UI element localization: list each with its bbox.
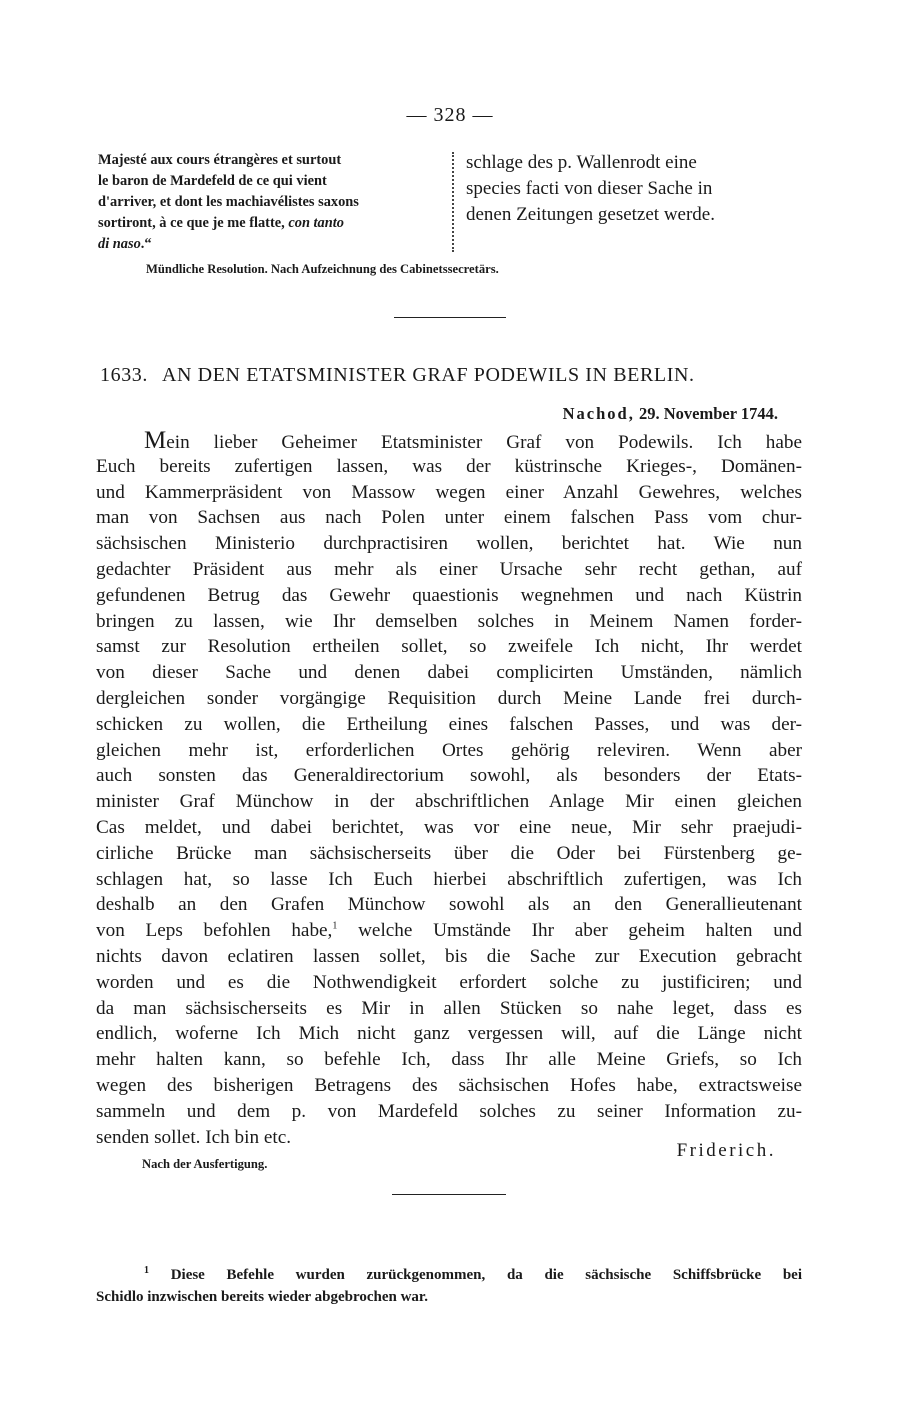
letter-heading bbox=[100, 364, 804, 387]
right-column-line: schlage des p. Wallenrodt eine bbox=[466, 152, 697, 173]
body-line: gedachter Präsident aus mehr als einer Ursache sehr recht gethan, auf bbox=[96, 558, 802, 580]
left-column-line: le baron de Mardefeld de ce qui vient bbox=[98, 173, 327, 189]
section-divider bbox=[394, 317, 506, 318]
body-line: cirliche Brücke man sächsischerseits über die Oder bei Fürstenberg ge- bbox=[96, 842, 802, 864]
left-column-line: di naso.“ bbox=[98, 236, 152, 252]
letter-place: Nachod, bbox=[562, 404, 635, 423]
body-line: senden sollet. Ich bin etc. bbox=[96, 1126, 292, 1148]
section-divider bbox=[392, 1194, 506, 1195]
body-line: von dieser Sache und denen dabei complicirten Umständen, nämlich bbox=[96, 662, 802, 684]
body-line: man von Sachsen aus nach Polen unter einem falschen Pass vom chur- bbox=[96, 507, 802, 529]
footnote bbox=[96, 1264, 802, 1308]
drop-initial: M bbox=[144, 427, 167, 454]
body-line: und Kammerpräsident von Massow wegen einer Anzahl Gewehres, welches bbox=[96, 481, 802, 503]
body-line: schlagen hat, so lasse Ich Euch hierbei abschriftlich zufertigen, was Ich bbox=[96, 868, 802, 890]
left-column-line: d'arriver, et dont les machiavélistes saxons bbox=[98, 194, 359, 210]
italic-phrase: con tanto bbox=[288, 215, 344, 231]
body-line: sammeln und dem p. von Mardefeld solches zu seiner Information zu- bbox=[96, 1100, 802, 1122]
letter-date: 29. November 1744. bbox=[638, 404, 778, 423]
italic-phrase: di naso bbox=[98, 236, 141, 252]
right-column-line: species facti von dieser Sache in bbox=[466, 178, 713, 199]
left-column-line: Majesté aux cours étrangères et surtout bbox=[98, 152, 342, 168]
body-line: worden und es die Nothwendigkeit erfordert solche zu justificiren; und bbox=[96, 971, 802, 993]
body-line: sächsischen Ministerio durchpractisiren wollen, berichtet hat. Wie nun bbox=[96, 533, 802, 555]
body-line: endlich, woferne Ich Mich nicht ganz vergessen will, auf die Länge nicht bbox=[96, 1023, 802, 1045]
letter-body bbox=[96, 428, 802, 1150]
body-line: mehr halten kann, so befehle Ich, dass Ihr alle Meine Griefs, so Ich bbox=[96, 1049, 802, 1071]
body-line: nichts davon eclatiren lassen sollet, bis die Sache zur Execution gebracht bbox=[96, 945, 802, 967]
right-column-line: denen Zeitungen gesetzet werde. bbox=[466, 204, 715, 225]
left-column-line: sortiront, à ce que je me flatte, con tanto bbox=[98, 215, 344, 231]
body-line: Mein lieber Geheimer Etatsminister Graf von Podewils. Ich habe bbox=[144, 427, 802, 454]
column-divider bbox=[452, 152, 454, 252]
body-line: minister Graf Münchow in der abschriftlichen Anlage Mir einen gleichen bbox=[96, 791, 802, 813]
body-line: deshalb an den Grafen Münchow sowohl als an den Generallieutenant bbox=[96, 894, 802, 916]
left-column-french bbox=[98, 150, 438, 255]
body-line: da man sächsischerseits es Mir in allen Stücken so nahe leget, dass es bbox=[96, 997, 802, 1019]
letter-number: 1633. bbox=[100, 364, 148, 386]
letter-title: AN DEN ETATSMINISTER GRAF PODEWILS IN BERLIN. bbox=[162, 364, 695, 386]
source-note: Nach der Ausfertigung. bbox=[142, 1157, 268, 1171]
footnote-line: Schidlo inzwischen bereits wieder abgebrochen war. bbox=[96, 1289, 428, 1305]
letter-dateline bbox=[563, 404, 778, 424]
body-line: von Leps befohlen habe,$^1$ welche Umstände Ihr aber geheim halten und bbox=[96, 920, 802, 942]
right-column-german bbox=[466, 150, 804, 228]
body-line: gefundenen Betrug das Gewehr quaestionis wegnehmen und nach Küstrin bbox=[96, 584, 802, 606]
body-line: Cas meldet, und dabei berichtet, was vor eine neue, Mir sehr praejudi- bbox=[96, 816, 802, 838]
body-line: auch sonsten das Generaldirectorium sowohl, als besonders der Etats- bbox=[96, 765, 802, 787]
body-line: samst zur Resolution ertheilen sollet, so zweifele Ich nicht, Ihr werdet bbox=[96, 636, 802, 658]
page-number: — 328 — bbox=[406, 104, 494, 126]
resolution-note: Mündliche Resolution. Nach Aufzeichnung des Cabinetssecretärs. bbox=[146, 262, 499, 276]
body-line: schicken zu wollen, die Ertheilung eines falschen Passes, und was der- bbox=[96, 713, 802, 735]
body-line: gleichen mehr ist, erforderlichen Ortes gehörig releviren. Wenn aber bbox=[96, 739, 802, 761]
body-line: bringen zu lassen, wie Ihr demselben solches in Meinem Namen forder- bbox=[96, 610, 802, 632]
footnote-line: $^1$ Diese Befehle wurden zurückgenommen, da die sächsische Schiffsbrücke bei bbox=[144, 1265, 803, 1283]
signature: Friderich. bbox=[676, 1140, 776, 1161]
body-line: dergleichen sonder vorgängige Requisition durch Meine Lande frei durch- bbox=[96, 687, 802, 709]
footnote-reference[interactable]: 1 bbox=[332, 920, 338, 932]
body-line: Euch bereits zufertigen lassen, was der küstrinsche Krieges-, Domänen- bbox=[96, 455, 802, 477]
footnote-marker: 1 bbox=[144, 1265, 149, 1276]
body-line: wegen des bisherigen Betragens des sächsischen Hofes habe, extractsweise bbox=[96, 1074, 802, 1096]
